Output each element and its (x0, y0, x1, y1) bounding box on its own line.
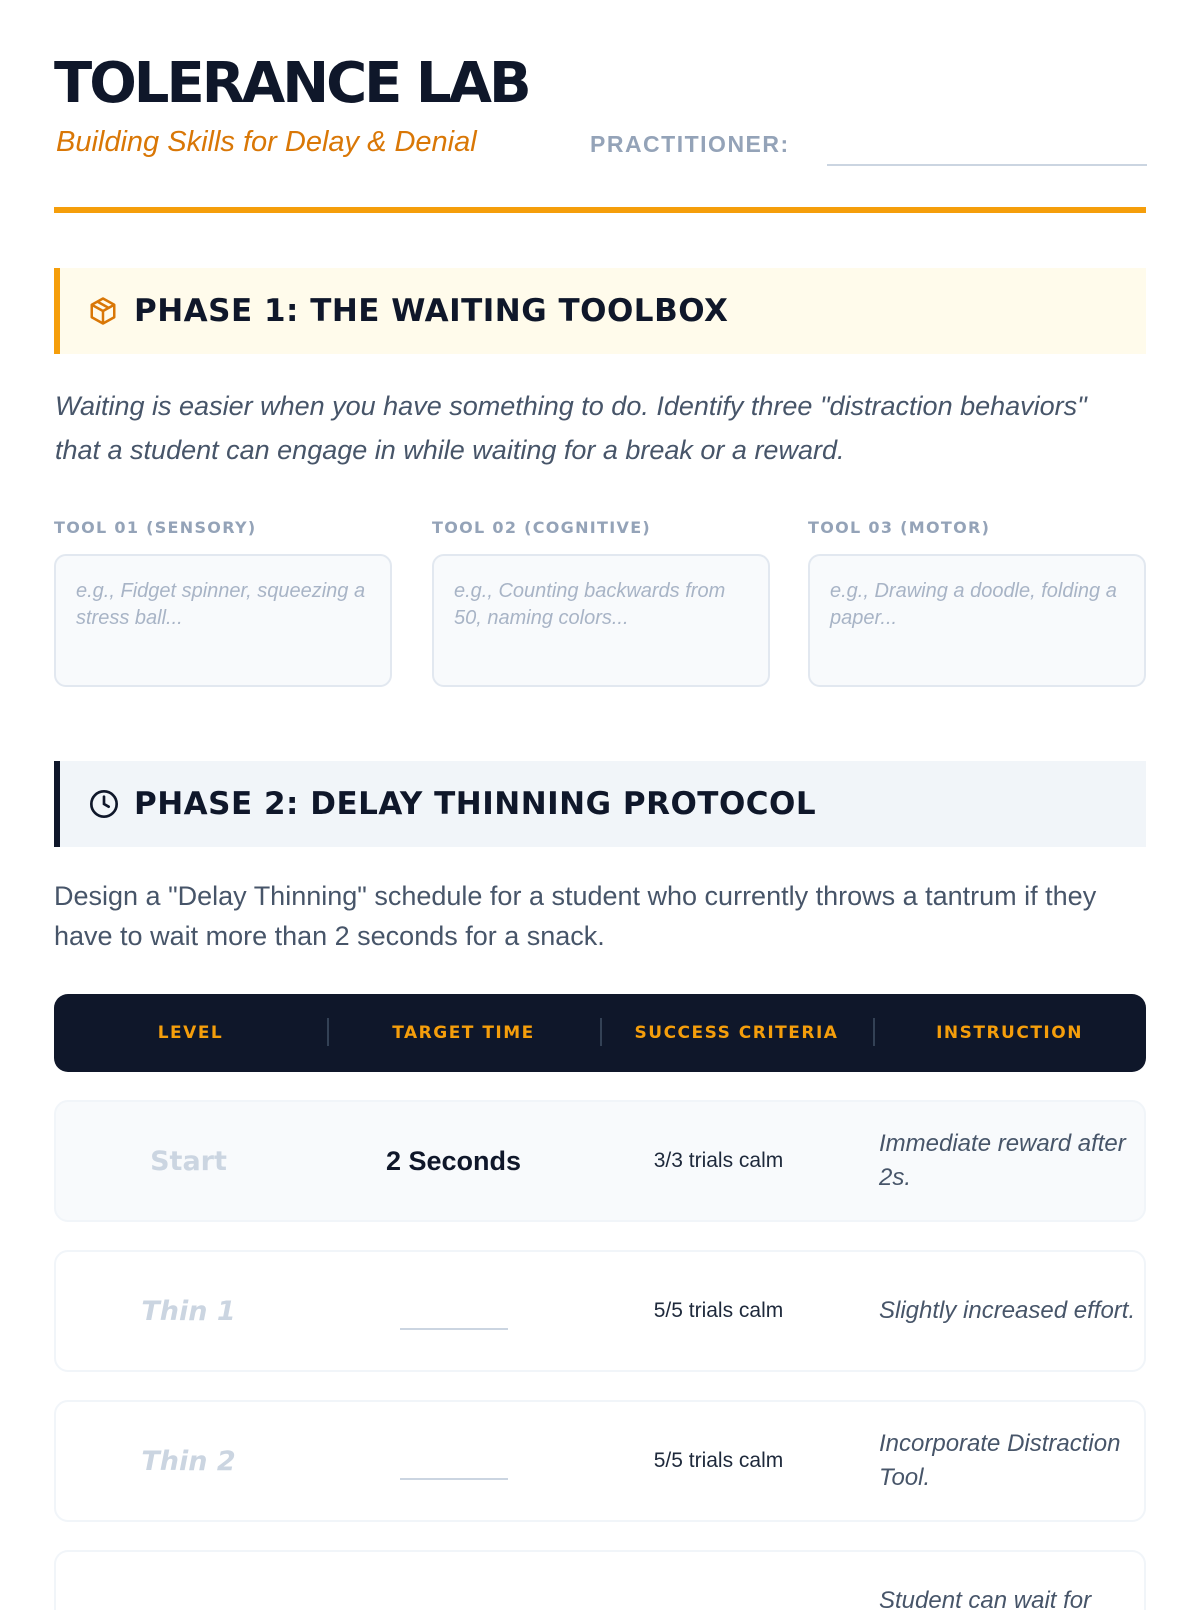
table-row (54, 1100, 1146, 1222)
clock-icon (88, 788, 120, 820)
column-header-success-criteria: SUCCESS CRITERIA (600, 1023, 873, 1043)
level-cell (56, 1402, 321, 1520)
row-instruction: Slightly increased effort. (879, 1297, 1136, 1324)
box-icon (88, 295, 120, 327)
table-header (54, 994, 1146, 1072)
phase2-intro: Design a "Delay Thinning" schedule for a student who currently throws a tantrum if they have to wait more than 2 seconds for a snack. (54, 881, 1097, 951)
phase2-title: PHASE 2: DELAY THINNING PROTOCOL (134, 786, 817, 822)
level-cell (56, 1102, 321, 1220)
tool-1-label: TOOL 01 (SENSORY) (54, 518, 257, 537)
target-cell (321, 1552, 586, 1610)
header (54, 0, 1146, 214)
criteria-cell (586, 1252, 851, 1370)
row-criteria: 5/5 trials calm (653, 1449, 784, 1472)
row-level: Start (150, 1145, 227, 1177)
column-header-level: LEVEL (157, 1023, 224, 1043)
practitioner-label: PRACTITIONER: (590, 131, 790, 157)
phase1-banner (54, 268, 1146, 354)
criteria-cell (586, 1402, 851, 1520)
column-header-instruction: INSTRUCTION (873, 1023, 1146, 1043)
tool-3-label: TOOL 03 (MOTOR) (808, 518, 991, 537)
page-subtitle: Building Skills for Delay & Denial (56, 126, 477, 158)
tool-1 (54, 518, 392, 687)
row-target: 2 Seconds (385, 1145, 522, 1176)
target-cell (321, 1402, 586, 1520)
tool-2-input[interactable]: e.g., Counting backwards from 50, naming colors... (432, 554, 770, 687)
criteria-cell (586, 1552, 851, 1610)
row-instruction: Student can wait for (879, 1587, 1092, 1610)
row-level: Thin 1 (141, 1295, 236, 1327)
level-cell (56, 1552, 321, 1610)
criteria-cell (586, 1102, 851, 1220)
tool-3 (808, 518, 1146, 687)
row-criteria: 3/3 trials calm (653, 1149, 784, 1172)
tool-1-input[interactable]: e.g., Fidget spinner, squeezing a stress ball... (54, 554, 392, 687)
column-header-target-time: TARGET TIME (327, 1023, 600, 1043)
phase1-intro: Waiting is easier when you have something to do. Identify three "distraction behaviors" that a student can engage in while waiting for a break or a reward. (55, 391, 1087, 465)
row-criteria: 5/5 trials calm (653, 1299, 784, 1322)
header-divider (54, 207, 1146, 213)
page-title: TOLERANCE LAB (54, 51, 529, 116)
phase2-banner (54, 761, 1146, 847)
target-cell (321, 1252, 586, 1370)
target-time-field[interactable] (400, 1328, 508, 1330)
practitioner-field[interactable] (827, 164, 1147, 166)
row-level: Thin 2 (141, 1445, 236, 1477)
table-row (54, 1550, 1146, 1610)
target-cell (321, 1102, 586, 1220)
tool-3-input[interactable]: e.g., Drawing a doodle, folding a paper... (808, 554, 1146, 687)
row-instruction: Immediate reward after 2s. (879, 1130, 1126, 1191)
tool-2-label: TOOL 02 (COGNITIVE) (432, 518, 652, 537)
row-instruction: Incorporate Distraction Tool. (879, 1430, 1121, 1491)
tool-2 (432, 518, 770, 687)
level-cell (56, 1252, 321, 1370)
phase1-title: PHASE 1: THE WAITING TOOLBOX (134, 293, 729, 329)
table-row (54, 1250, 1146, 1372)
target-time-field[interactable] (400, 1478, 508, 1480)
table-row (54, 1400, 1146, 1522)
